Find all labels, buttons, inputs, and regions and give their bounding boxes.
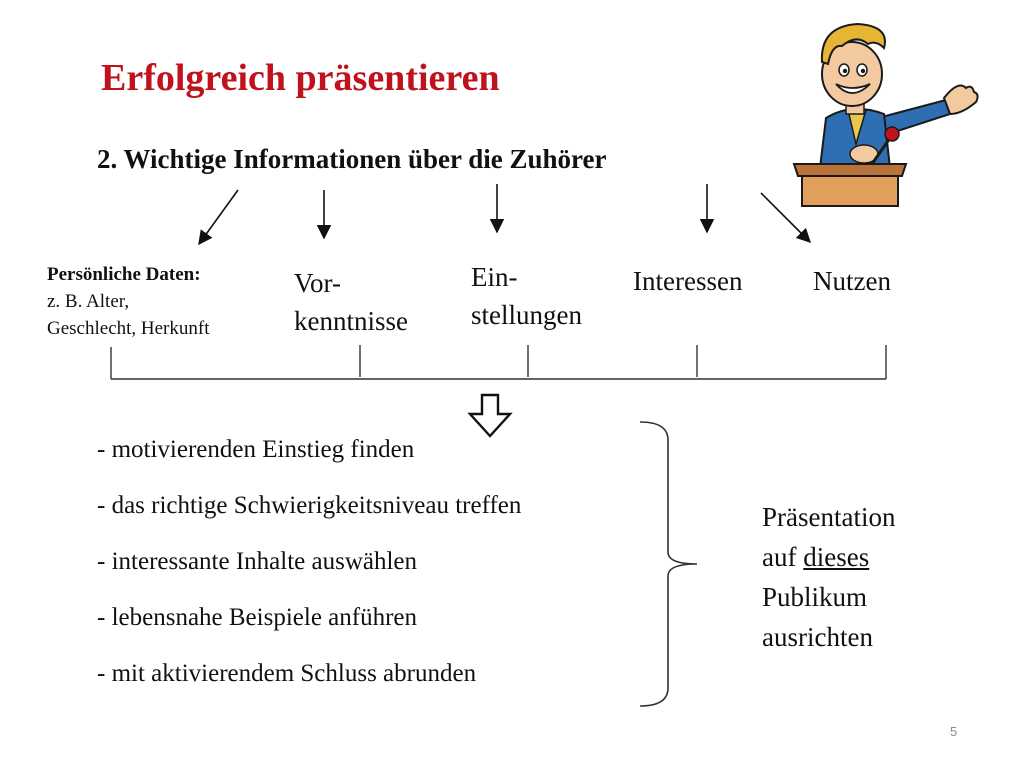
arrow-persoenliche	[199, 190, 238, 244]
result-line4: ausrichten	[762, 622, 873, 652]
persoenliche-line2: Geschlecht, Herkunft	[47, 318, 210, 339]
category-interessen: Interessen	[633, 266, 743, 296]
vorkenntnisse-line1: Vor-	[294, 268, 341, 298]
list-item: - motivierenden Einstieg finden	[97, 436, 415, 463]
timeline-bar	[111, 345, 886, 379]
category-einstellungen	[471, 258, 582, 334]
result-line2	[762, 537, 895, 577]
vorkenntnisse-line2: kenntnisse	[294, 306, 408, 336]
category-nutzen: Nutzen	[813, 266, 891, 296]
einstellungen-line2: stellungen	[471, 300, 582, 330]
einstellungen-line1: Ein-	[471, 262, 518, 292]
page-number: 5	[950, 724, 958, 739]
persoenliche-label: Persönliche Daten:	[47, 264, 201, 285]
bullet-list	[97, 430, 521, 710]
list-item: - mit aktivierendem Schluss abrunden	[97, 660, 477, 687]
result-line2-prefix: auf	[762, 542, 804, 572]
category-vorkenntnisse	[294, 264, 408, 340]
result-underlined-word: dieses	[803, 542, 870, 572]
slide-title: Erfolgreich präsentieren	[101, 57, 500, 99]
result-text	[762, 497, 895, 657]
presenter-cartoon-icon	[786, 18, 986, 208]
list-item: - das richtige Schwierigkeitsniveau treffen	[97, 492, 522, 519]
result-line3: Publikum	[762, 582, 868, 612]
persoenliche-line1: z. B. Alter,	[47, 291, 130, 312]
result-line1: Präsentation	[762, 502, 896, 532]
list-item: - lebensnahe Beispiele anführen	[97, 604, 418, 631]
slide-subtitle: 2. Wichtige Informationen über die Zuhörer	[97, 144, 607, 174]
brace-bracket	[640, 422, 697, 706]
category-persoenliche-daten	[47, 261, 210, 342]
list-item: - interessante Inhalte auswählen	[97, 548, 418, 575]
